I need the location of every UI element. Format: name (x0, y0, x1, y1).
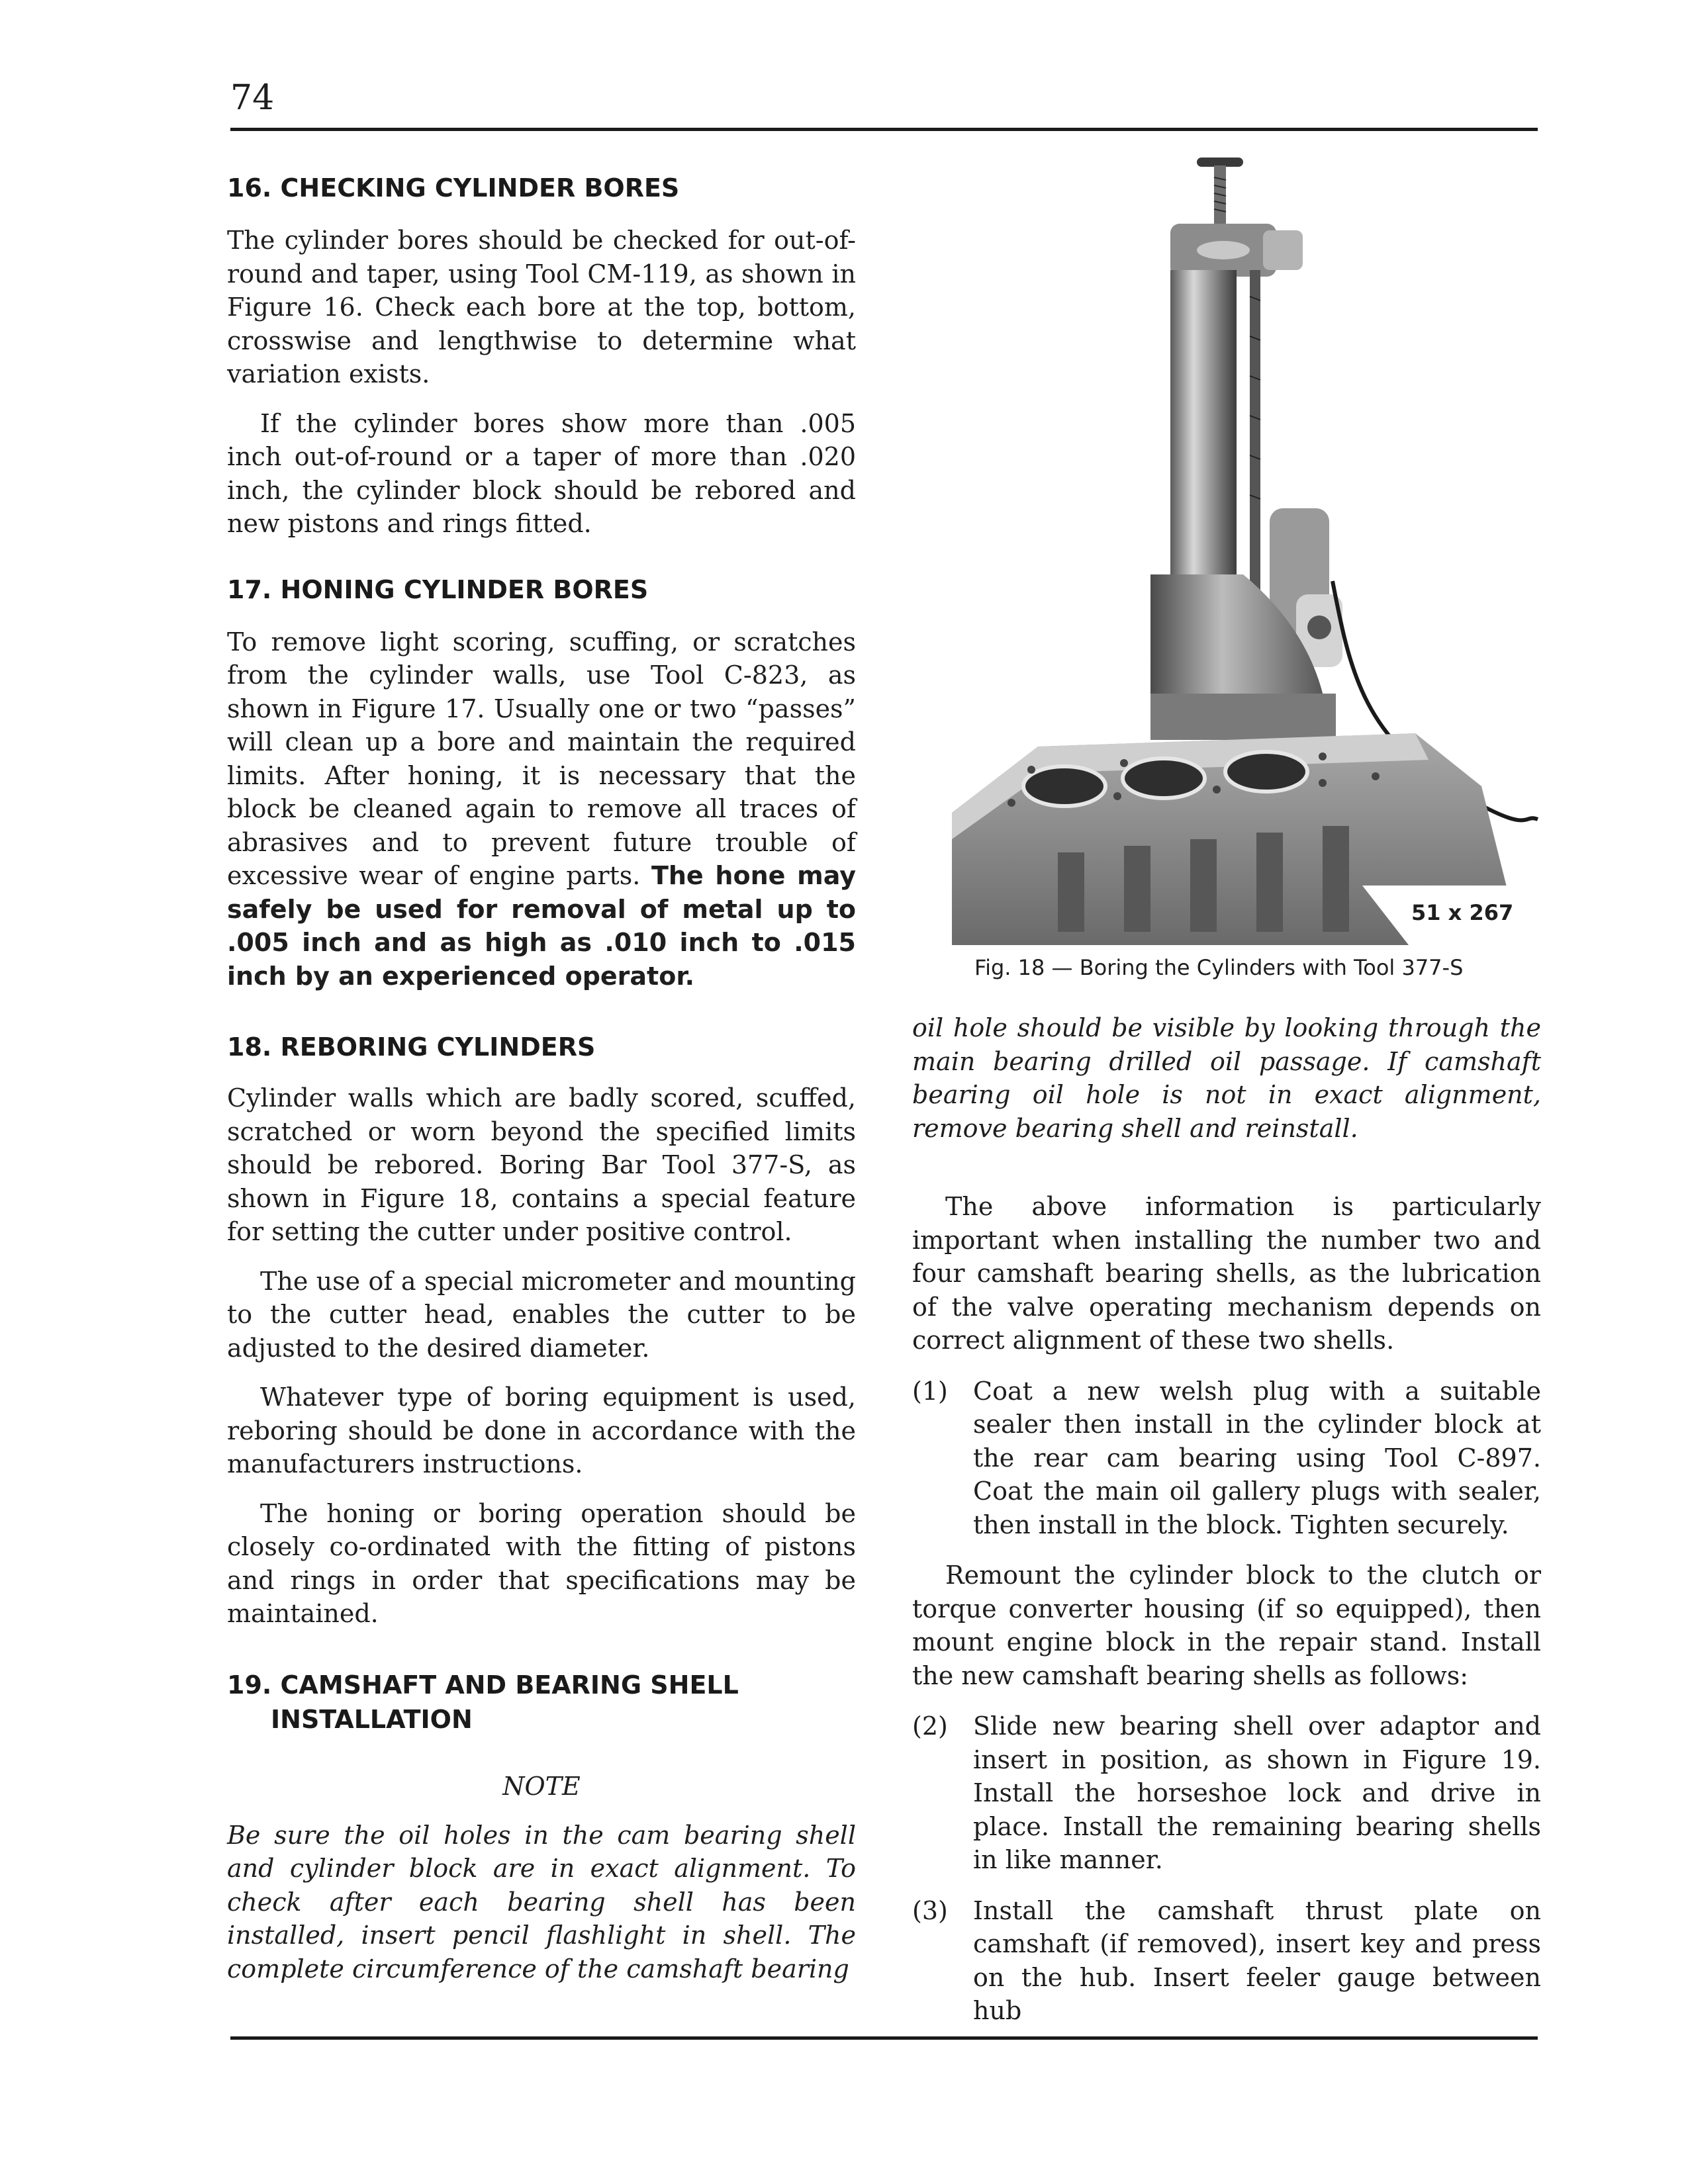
section-17-paragraph-1 (227, 625, 856, 993)
step-2 (912, 1709, 1541, 1877)
step-3-text: Install the camshaft thrust plate on camshaft (if removed), insert key and press on the hub. Insert feeler gauge between hub (973, 1895, 1541, 2025)
step-3-number: (3) (912, 1895, 948, 1925)
section-18-paragraph-4: The honing or boring operation should be closely co-ordinated with the fitting of pistons and rings in order that specifications may be maintained. (227, 1498, 856, 1628)
section-16-paragraph-1: The cylinder bores should be checked for out-of-round and taper, using Tool CM-119, as shown in Figure 16. Check each bore at the top, bottom, crosswise and lengthwise to determine what variation exists. (227, 226, 856, 388)
section-17-bold-text: The hone may safely be used for removal of metal up to .005 inch and as high as .010 inch to .015 inch by an experienced operator. (227, 861, 856, 991)
section-18-paragraph-1: Cylinder walls which are badly scored, scuffed, scratched or worn beyond the specified limits should be rebored. Boring Bar Tool 377-S, as shown in Figure 18, contains a special feature for setting the cutter under positive control. (227, 1083, 856, 1246)
left-column (227, 171, 856, 1985)
note-text: Be sure the oil holes in the cam bearing shell and cylinder block are in exact alignment. To check after each bearing shell has been installed, insert pencil flashlight in shell. The complete circumference of the camshaft bearing (227, 1820, 856, 1983)
section-19-heading (227, 1668, 856, 1737)
step-2-text: Slide new bearing shell over adaptor and insert in position, as shown in Figure 19. Install the horseshoe lock and drive in place. Install the remaining bearing shells in like manner. (973, 1711, 1541, 1874)
step-1-text: Coat a new welsh plug with a suitable sealer then install in the cylinder block at the rear cam bearing using Tool C-897. Coat the main oil gallery plugs with sealer, then install in the block. Tighten securely. (973, 1376, 1541, 1539)
right-paragraph-1: The above information is particularly important when installing the number two and four camshaft bearing shells, as the lubrication of the valve operating mechanism depends on correct alignment of these two shells. (912, 1192, 1541, 1355)
step-1-number: (1) (912, 1376, 948, 1406)
section-19-heading-line-1: 19. CAMSHAFT AND BEARING SHELL (227, 1670, 739, 1700)
step-1 (912, 1375, 1541, 1542)
boring-bar-photo (952, 151, 1541, 945)
section-18-paragraph-3: Whatever type of boring equipment is used, reboring should be done in accordance with the manufacturers instructions. (227, 1383, 856, 1479)
right-column (912, 1011, 1541, 2028)
header-rule (230, 128, 1538, 131)
note-title: NOTE (502, 1771, 581, 1801)
photo-label: 51 x 267 (1411, 900, 1514, 925)
section-17-text: To remove light scoring, scuffing, or scratches from the cylinder walls, use Tool C-823, as shown in Figure 17. Usually one or two “passes” will clean up a bore and maintain the required limits. After honing, it is necessary that the block be cleaned again to remove all traces of abrasives and to prevent future trouble of excessive wear of engine parts. (227, 627, 856, 890)
step-2-number: (2) (912, 1711, 948, 1741)
figure-caption: Fig. 18 — Boring the Cylinders with Tool 377-S (974, 955, 1464, 980)
section-19-heading-line-2: INSTALLATION (271, 1704, 473, 1734)
section-16-heading: 16. CHECKING CYLINDER BORES (227, 173, 680, 203)
section-18-heading: 18. REBORING CYLINDERS (227, 1032, 596, 1062)
right-paragraph-2: Remount the cylinder block to the clutch or torque converter housing (if so equipped), then mount engine block in the repair stand. Install the new camshaft bearing shells as follows: (912, 1561, 1541, 1690)
footer-rule (230, 2036, 1538, 2040)
note-continuation: oil hole should be visible by looking through the main bearing drilled oil passage. If camshaft bearing oil hole is not in exact alignment, remove bearing shell and reinstall. (912, 1013, 1541, 1143)
section-16-paragraph-2: If the cylinder bores show more than .005 inch out-of-round or a taper of more than .020 inch, the cylinder block should be rebored and new pistons and rings fitted. (227, 408, 856, 538)
step-3 (912, 1894, 1541, 2028)
section-17-heading: 17. HONING CYLINDER BORES (227, 574, 649, 604)
page-number: 74 (230, 78, 275, 118)
section-18-paragraph-2: The use of a special micrometer and mounting to the cutter head, enables the cutter to be adjusted to the desired diameter. (227, 1266, 856, 1363)
